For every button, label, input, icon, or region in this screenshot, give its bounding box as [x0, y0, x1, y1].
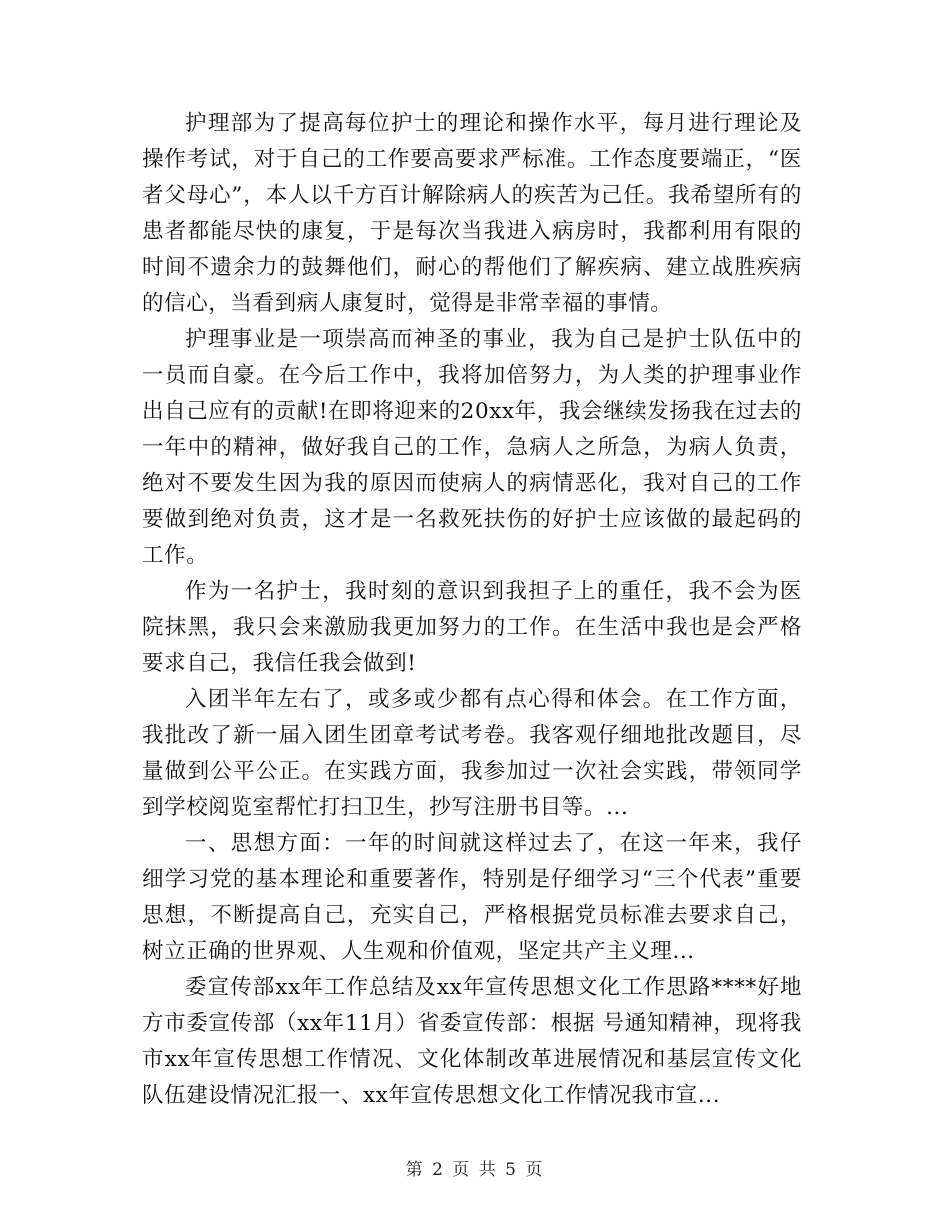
- paragraph-2: 护理事业是一项崇高而神圣的事业，我为自己是护士队伍中的一员而自豪。在今后工作中，我将加倍努力，为人类的护理事业作出自己应有的贡献!在即将迎来的20xx年，我会继续发扬我在过去的一年中的精神，做好我自己的工作，急病人之所急，为病人负责，绝对不要发生因为我的原因而使病人的病情恶化，我对自己的工作要做到绝对负责，这才是一名救死扶伤的好护士应该做的最起码的工作。: [142, 327, 802, 568]
- paragraph-5: 一、思想方面：一年的时间就这样过去了，在这一年来，我仔细学习党的基本理论和重要著作，特别是仔细学习“三个代表”重要思想，不断提高自己，充实自己，严格根据党员标准去要求自己，树立正确的世界观、人生观和价值观，坚定共产主义理...: [142, 831, 802, 964]
- paragraph-4: 入团半年左右了，或多或少都有点心得和体会。在工作方面，我批改了新一届入团生团章考试考卷。我客观仔细地批改题目，尽量做到公平公正。在实践方面，我参加过一次社会实践，带领同学到学校阅览室帮忙打扫卫生，抄写注册书目等。...: [142, 687, 802, 820]
- paragraph-1: 护理部为了提高每位护士的理论和操作水平，每月进行理论及操作考试，对于自己的工作要高要求严标准。工作态度要端正，“医者父母心”，本人以千方百计解除病人的疾苦为己任。我希望所有的患者都能尽快的康复，于是每次当我进入病房时，我都利用有限的时间不遗余力的鼓舞他们，耐心的帮他们了解疾病、建立战胜疾病的信心，当看到病人康复时，觉得是非常幸福的事情。: [142, 111, 802, 316]
- paragraph-3: 作为一名护士，我时刻的意识到我担子上的重任，我不会为医院抹黑，我只会来激励我更加努力的工作。在生活中我也是会严格要求自己，我信任我会做到!: [142, 579, 802, 676]
- page-number-footer: 第 2 页 共 5 页: [405, 1160, 545, 1180]
- document-body: [142, 106, 802, 1114]
- paragraph-6: 委宣传部xx年工作总结及xx年宣传思想文化工作思路****好地方市委宣传部（xx年11月）省委宣传部：根据 号通知精神，现将我市xx年宣传思想工作情况、文化体制改革进展情况和基层宣传文化队伍建设情况汇报一、xx年宣传思想文化工作情况我市宣...: [142, 975, 802, 1108]
